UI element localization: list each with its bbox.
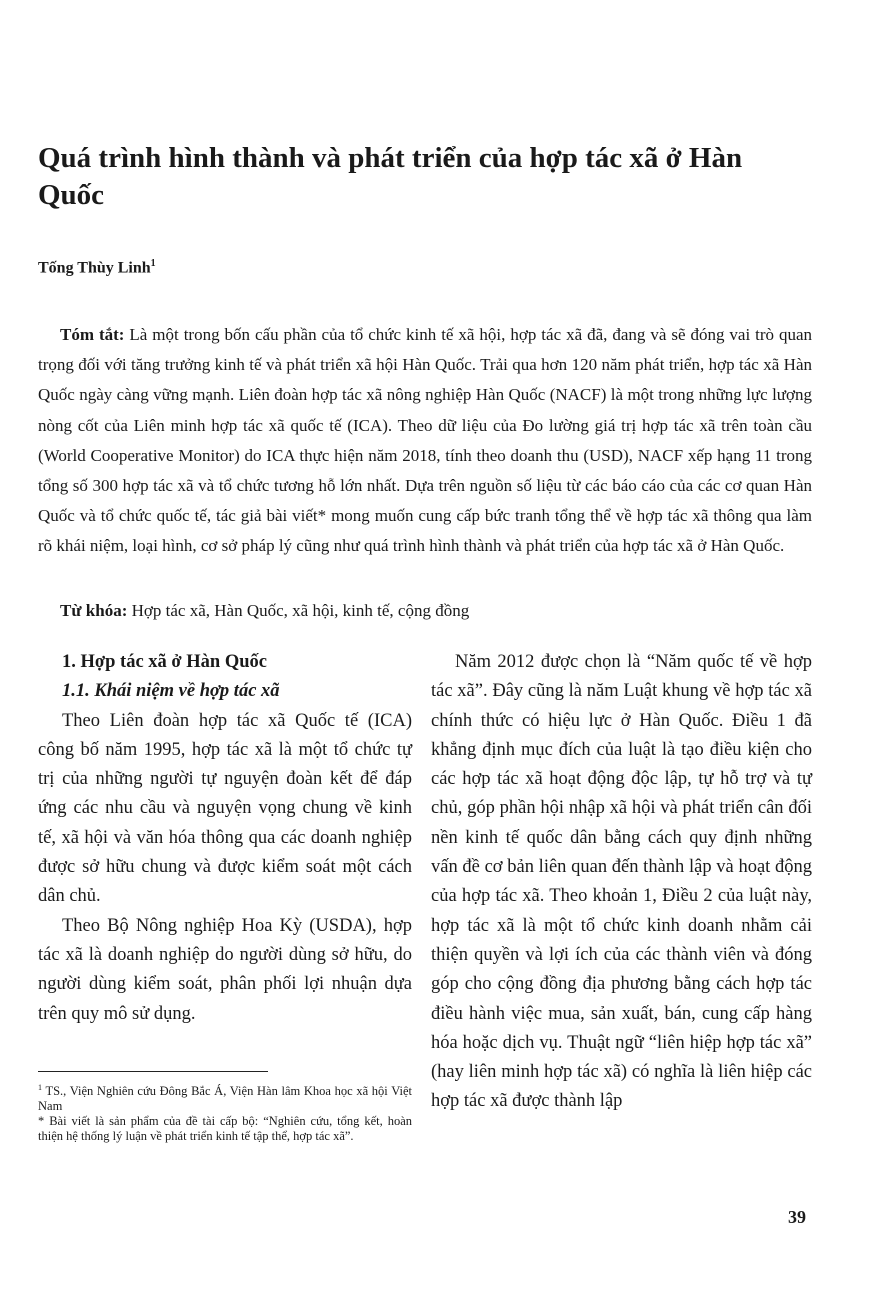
footnote [38, 1080, 412, 1114]
abstract-label: Tóm tắt: [60, 325, 125, 344]
footnote-text: TS., Viện Nghiên cứu Đông Bắc Á, Viện Hàn lâm Khoa học xã hội Việt Nam [38, 1084, 412, 1114]
subsection-heading: 1.1. Khái niệm về hợp tác xã [62, 681, 280, 702]
author-footnote-mark: 1 [150, 258, 156, 269]
footnote [38, 1114, 412, 1144]
author-name: Tống Thùy Linh [38, 259, 151, 277]
keywords-label: Từ khóa: [60, 601, 128, 620]
section-heading: 1. Hợp tác xã ở Hàn Quốc [62, 652, 267, 672]
right-column [431, 648, 812, 1117]
keywords-text: Hợp tác xã, Hàn Quốc, xã hội, kinh tế, cộng đồng [127, 601, 470, 620]
body-paragraph: Theo Liên đoàn hợp tác xã Quốc tế (ICA) công bố năm 1995, hợp tác xã là một tổ chức tự trị của những người tự nguyện đoàn kết để đáp ứng các nhu cầu và nguyện vọng chung về kinh tế, xã hội và văn hóa thông qua các doanh nghiệp được sở hữu chung và được kiểm soát một cách dân chủ. [38, 710, 412, 907]
keywords [38, 601, 812, 621]
body-paragraph: Theo Bộ Nông nghiệp Hoa Kỳ (USDA), hợp tác xã là doanh nghiệp do người dùng sở hữu, do người dùng kiểm soát, phân phối lợi nhuận dựa trên quy mô sử dụng. [38, 915, 412, 1024]
left-column [38, 648, 412, 1029]
footnote-mark: 1 [38, 1083, 42, 1092]
footnote-text: Bài viết là sản phẩm của đề tài cấp bộ: “Nghiên cứu, tổng kết, hoàn thiện hệ thống lý luận về phát triển kinh tế tập thể, hợp tác xã”. [38, 1114, 412, 1144]
abstract-text: Là một trong bốn cấu phần của tổ chức kinh tế xã hội, hợp tác xã đã, đang và sẽ đóng vai trò quan trọng đối với tăng trưởng kinh tế và phát triển xã hội Hàn Quốc. Trải qua hơn 120 năm phát triển, hợp tác xã Hàn Quốc ngày càng vững mạnh. Liên đoàn hợp tác xã nông nghiệp Hàn Quốc (NACF) là một trong những lực lượng nòng cốt của Liên minh hợp tác xã quốc tế (ICA). Theo dữ liệu của Đo lường giá trị hợp tác xã trên toàn cầu (World Cooperative Monitor) do ICA thực hiện năm 2018, tính theo doanh thu (USD), NACF xếp hạng 11 trong tổng số 300 hợp tác xã và tổ chức tương hỗ lớn nhất. Dựa trên nguồn số liệu từ các báo cáo của các cơ quan Hàn Quốc và tổ chức quốc tế, tác giả bài viết* mong muốn cung cấp bức tranh tổng thể về hợp tác xã thông qua làm rõ khái niệm, loại hình, cơ sở pháp lý cũng như quá trình hình thành và phát triển của hợp tác xã ở Hàn Quốc. [38, 325, 813, 556]
author-line [38, 258, 156, 277]
footnotes [38, 1080, 412, 1144]
footnote-mark: * [38, 1114, 45, 1129]
body-paragraph: Năm 2012 được chọn là “Năm quốc tế về hợp tác xã”. Đây cũng là năm Luật khung về hợp tác xã chính thức có hiệu lực ở Hàn Quốc. Điều 1 đã khẳng định mục đích của luật là tạo điều kiện cho các hợp tác xã hoạt động độc lập, tự hỗ trợ và tự chủ, góp phần hội nhập xã hội và phát triển cân đối nền kinh tế quốc dân bằng cách quy định những vấn đề cơ bản liên quan đến thành lập và hoạt động của hợp tác xã. Theo khoản 1, Điều 2 của luật này, hợp tác xã là một tổ chức kinh doanh nhằm cải thiện quyền và lợi ích của các thành viên và đóng góp cho cộng đồng địa phương bằng cách hợp tác điều hành việc mua, sản xuất, bán, cung cấp hàng hóa hoặc dịch vụ. Thuật ngữ “liên hiệp hợp tác xã” (hay liên minh hợp tác xã) có nghĩa là liên hiệp các hợp tác xã được thành lập [431, 652, 812, 1112]
article-title: Quá trình hình thành và phát triển của hợp tác xã ở Hàn Quốc [38, 142, 743, 211]
abstract [38, 320, 812, 562]
footnote-divider [38, 1071, 268, 1072]
page-number: 39 [788, 1207, 806, 1227]
